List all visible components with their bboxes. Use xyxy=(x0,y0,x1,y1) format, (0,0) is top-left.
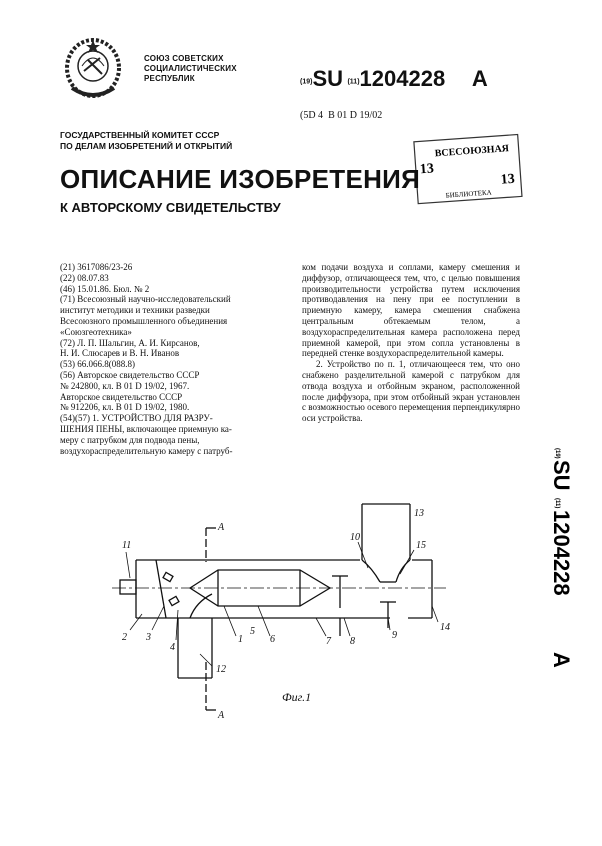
svg-text:5: 5 xyxy=(250,626,255,637)
svg-text:1: 1 xyxy=(238,634,243,645)
bibliographic-data: (21) 3617086/23-26 (22) 08.07.83 (46) 15.01.86. Бюл. № 2 (71) Всесоюзный научно-исследовательский институт методики и техники разведки Всесоюзного промышленного объединения «Союзгеотехника» (72) Л. П. Шальгин, А. И. Кирсанов, Н. И. Слюсарев и В. Н. Иванов (53) 66.066.8(088.8) (56) Авторское свидетельство СССР № 242800, кл. В 01 D 19/02, 1967. Авторское свидетельство СССР № 912206, кл. В 01 D 19/02, 1980. (54)(57) 1. УСТРОЙСТВО ДЛЯ РАЗРУ- ШЕНИЯ ПЕНЫ, включающее приемную ка- меру с патрубком для подвода пены, воздухораспределительную камеру с патруб- xyxy=(60,262,233,456)
svg-text:2: 2 xyxy=(122,632,127,643)
svg-text:SU: SU xyxy=(549,460,574,491)
figure-caption: Фиг.1 xyxy=(282,690,312,704)
svg-text:10: 10 xyxy=(350,532,360,543)
ussr-emblem xyxy=(62,36,124,102)
svg-text:11: 11 xyxy=(122,540,132,551)
svg-text:A: A xyxy=(549,652,574,668)
svg-text:13: 13 xyxy=(500,171,516,188)
claim-1-continued: ком подачи воздуха и соплами, камеру смешения и диффузор, отличающееся тем, что, с целью повышения производительности устройства путем исключения противодавления на пену при ее поступлении в приемную камеру, камера смешения снабжена центральным обтекаемым телом, а воздухораспределительная камера расположена перед приемной камерой, при этом сопла установлены в передней стенке воздухораспределительной камеры. xyxy=(302,262,520,359)
svg-text:(11): (11) xyxy=(554,498,560,509)
agency-name: СОЮЗ СОВЕТСКИХ СОЦИАЛИСТИЧЕСКИХ РЕСПУБЛИК xyxy=(144,54,237,83)
technical-drawing xyxy=(100,490,460,740)
document-subtitle: К АВТОРСКОМУ СВИДЕТЕЛЬСТВУ xyxy=(60,200,281,215)
svg-text:A: A xyxy=(218,522,225,533)
svg-text:15: 15 xyxy=(416,540,426,551)
svg-text:A: A xyxy=(218,710,225,721)
svg-text:4: 4 xyxy=(170,642,175,653)
svg-text:(19): (19) xyxy=(554,448,560,459)
svg-text:13: 13 xyxy=(419,161,435,178)
svg-text:14: 14 xyxy=(440,622,450,633)
svg-text:ВСЕСОЮЗНАЯ: ВСЕСОЮЗНАЯ xyxy=(434,143,510,160)
side-patent-number xyxy=(530,448,574,678)
committee-name: ГОСУДАРСТВЕННЫЙ КОМИТЕТ СССР ПО ДЕЛАМ ИЗОБРЕТЕНИЙ И ОТКРЫТИЙ xyxy=(60,130,233,151)
ipc-classification: (5D 4 В 01 D 19/02 xyxy=(300,110,383,121)
claim-2: 2. Устройство по п. 1, отличающееся тем, что оно снабжено разделительной камерой с патрубком для отвода воздуха и отбойным экраном, расположенной после диффузора, при этом отбойный экран установлен с возможностью осевого перемещения перпендикулярно оси устройства. xyxy=(302,359,520,424)
svg-text:12: 12 xyxy=(216,664,226,675)
document-title: ОПИСАНИЕ ИЗОБРЕТЕНИЯ xyxy=(60,164,421,194)
svg-text:1204228: 1204228 xyxy=(549,510,574,596)
svg-text:13: 13 xyxy=(414,508,424,519)
patent-number: (19)SU (11)1204228 A xyxy=(300,66,488,91)
svg-text:9: 9 xyxy=(392,630,397,641)
svg-text:7: 7 xyxy=(326,636,331,647)
svg-text:БИБЛИОТЕКА: БИБЛИОТЕКА xyxy=(445,188,492,200)
svg-text:8: 8 xyxy=(350,636,355,647)
svg-text:6: 6 xyxy=(270,634,275,645)
claims-text xyxy=(302,262,520,424)
svg-text:3: 3 xyxy=(146,632,151,643)
library-stamp xyxy=(414,134,524,206)
